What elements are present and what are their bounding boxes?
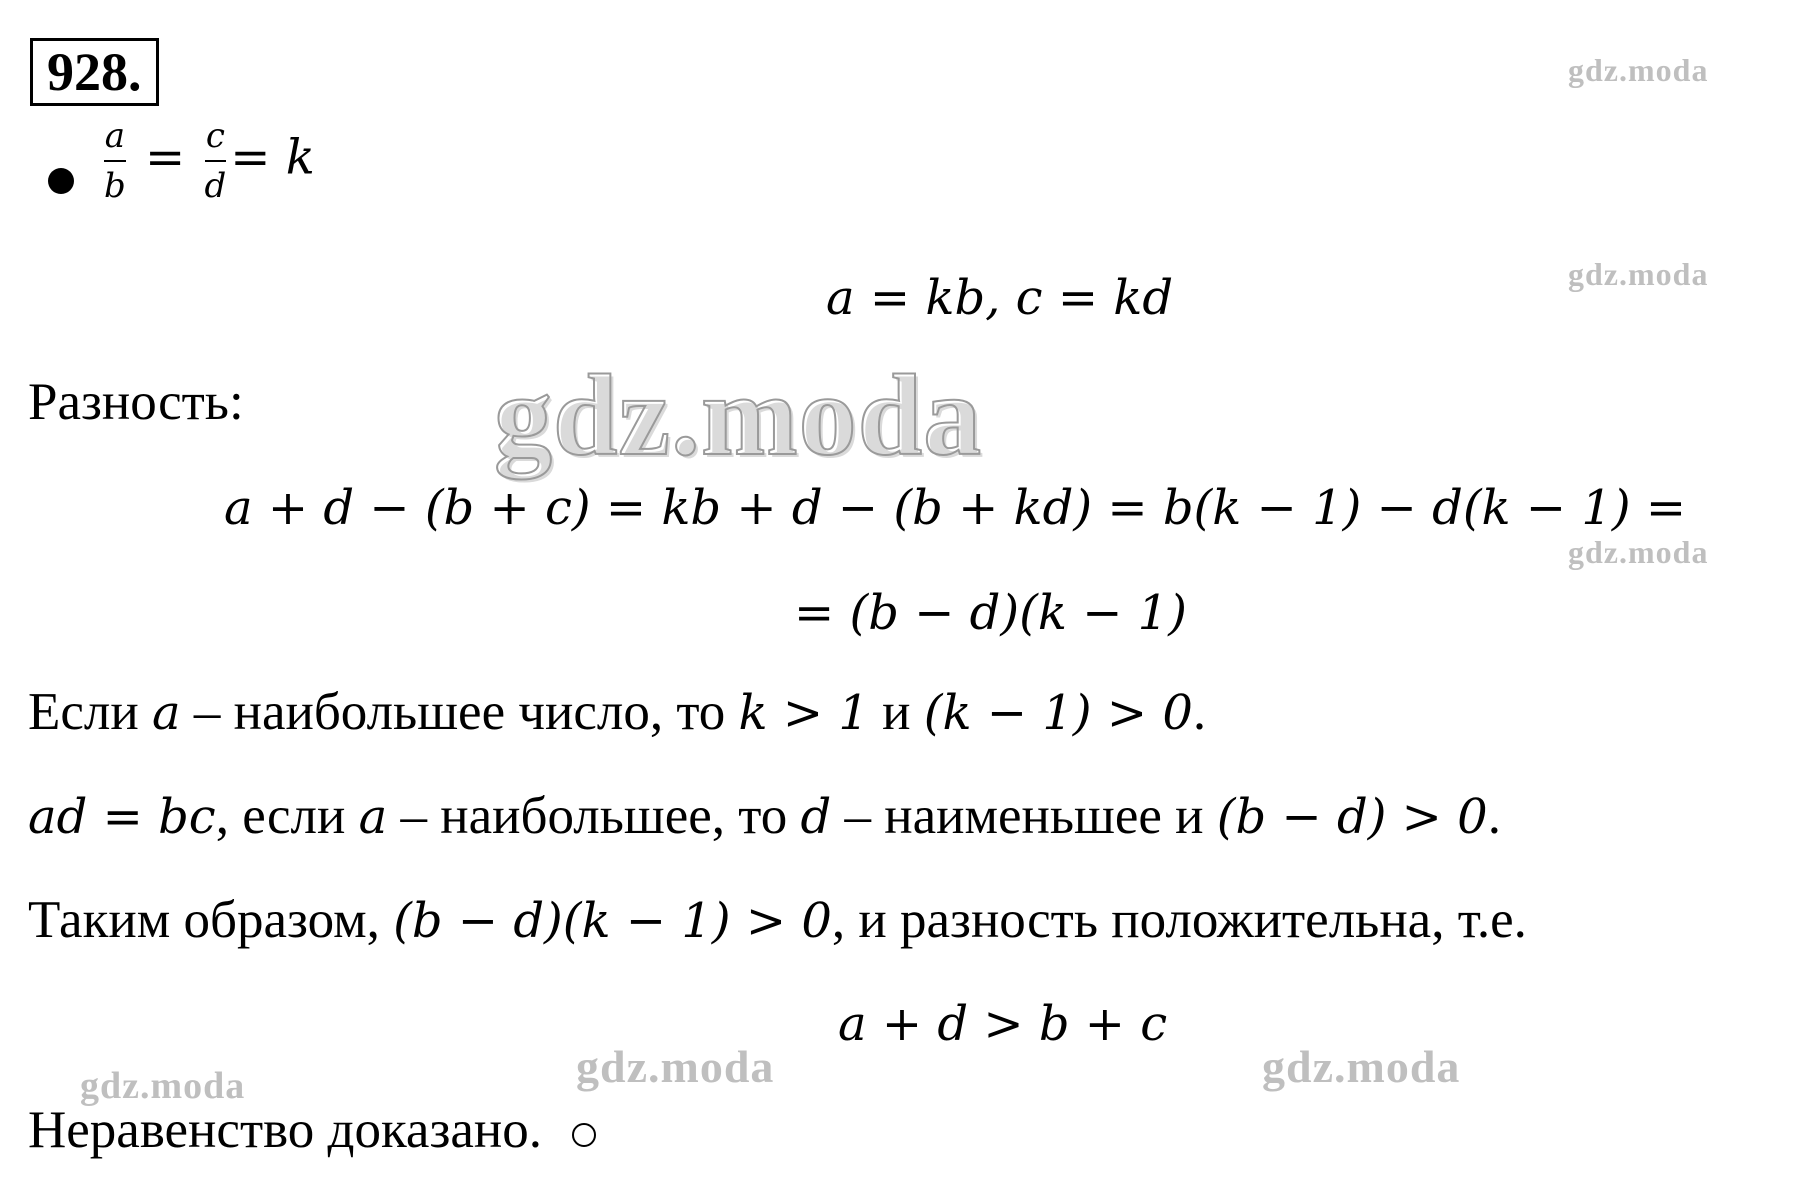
condition2-end: .	[1487, 787, 1501, 845]
condition1-mid: – наибольшее число, то	[180, 683, 739, 741]
conclusion-math: (b − d)(k − 1) > 0	[393, 893, 832, 949]
condition2-math: ad = bc	[28, 789, 216, 845]
conclusion-suffix: , и разность положительна, т.е.	[831, 891, 1527, 949]
proportion-rhs: = k	[230, 129, 315, 186]
fraction-c-d	[205, 116, 227, 206]
watermark: gdz.moda	[1568, 256, 1709, 292]
final-inequality: a + d > b + c	[838, 996, 1168, 1052]
difference-expression: a + d − (b + c) = kb + d − (b + kd) = b(k − 1) − d(k − 1) =	[224, 480, 1687, 536]
condition2-var2: d	[800, 789, 832, 845]
condition-line-1	[28, 682, 1206, 742]
condition2-var1: a	[358, 789, 388, 845]
condition1-math: k > 1	[738, 685, 869, 741]
watermark: gdz.moda	[1568, 52, 1709, 88]
bullet-icon	[48, 168, 74, 194]
difference-result: = (b − d)(k − 1)	[794, 585, 1187, 641]
watermark: gdz.moda	[1568, 534, 1709, 570]
problem-number: 928.	[30, 38, 159, 106]
denominator-b: b	[104, 166, 126, 206]
condition1-end: .	[1192, 683, 1207, 741]
numerator-a: a	[104, 116, 126, 156]
condition1-math2: (k − 1) > 0	[923, 685, 1193, 741]
given-proportion: $\frac{a}{b} = \frac{c}{d}= k$	[104, 116, 315, 206]
qed-circle-icon	[572, 1123, 596, 1147]
conclusion-prefix: Таким образом,	[28, 891, 394, 949]
condition2-text3: – наименьшее и	[831, 787, 1217, 845]
numerator-c: c	[205, 116, 225, 156]
watermark: gdz.moda	[1262, 1041, 1461, 1092]
condition1-var: a	[151, 685, 181, 741]
condition-line-2	[28, 786, 1501, 846]
difference-label: Разность:	[28, 373, 244, 431]
watermark: gdz.moda	[80, 1065, 246, 1107]
proved-text: Неравенство доказано.	[28, 1101, 543, 1159]
condition2-text1: , если	[215, 787, 359, 845]
condition1-and: и	[868, 683, 924, 741]
conclusion-line	[28, 890, 1527, 950]
denominator-d: d	[204, 166, 227, 206]
condition2-text2: – наибольшее, то	[387, 787, 801, 845]
condition1-prefix: Если	[28, 683, 152, 741]
substitution-line: a = kb, c = kd	[826, 270, 1174, 326]
proved-line	[28, 1100, 596, 1160]
condition2-math2: (b − d) > 0	[1216, 789, 1488, 845]
watermark: gdz.moda	[576, 1041, 775, 1092]
fraction-a-b	[104, 116, 126, 206]
watermark-large: gdz.moda	[494, 352, 983, 480]
